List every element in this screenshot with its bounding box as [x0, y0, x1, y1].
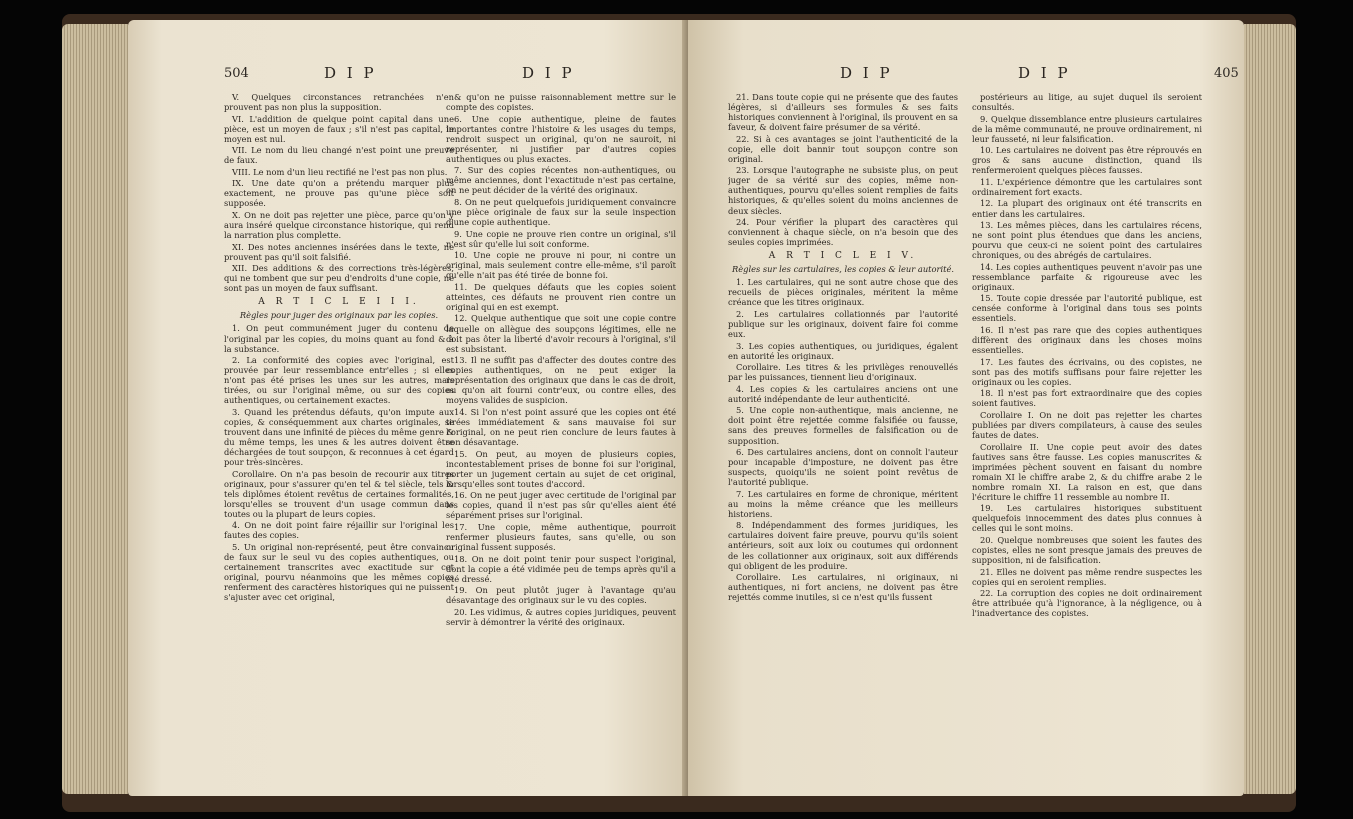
- rule-paragraph: 1. On peut communément juger du contenu de l'original par les copies, du moins quant au fond & à la substance.: [224, 323, 454, 354]
- rule-paragraph: V. Quelques circonstances retranchées n'en prouvent pas non plus la supposition.: [224, 92, 454, 113]
- rule-paragraph: 15. On peut, au moyen de plusieurs copies, incontestablement prises de bonne foi sur l'original, porter un jugement certain au sujet de cet original, lorsqu'elles sont toutes d'accord.: [446, 448, 676, 489]
- rule-paragraph: 16. On ne peut juger avec certitude de l'original par les copies, quand il n'est pas sûr qu'elles aient été séparément prises sur l'original.: [446, 490, 676, 521]
- rule-paragraph: VII. Le nom du lieu changé n'est point une preuve de faux.: [224, 145, 454, 166]
- right-page-number: 405: [1214, 66, 1239, 81]
- rule-paragraph: 2. Les cartulaires collationnés par l'autorité publique sur les originaux, doivent faire foi comme eux.: [728, 308, 958, 340]
- rule-paragraph: 21. Elles ne doivent pas même rendre suspectes les copies qui en seroient remplies.: [972, 566, 1202, 587]
- rule-paragraph: 18. On ne doit point tenir pour suspect l'original, dont la copie a été vidimée peu de temps après qu'il a été dressé.: [446, 553, 676, 584]
- rule-paragraph: 7. Sur des copies récentes non-authentiques, ou même anciennes, dont l'exactitude n'est pas certaine, on ne peut décider de la vérité des originaux.: [446, 165, 676, 196]
- rule-paragraph: 1. Les cartulaires, qui ne sont autre chose que des recueils de pièces originales, méritent la même créance que les titres originaux.: [728, 277, 958, 308]
- rule-paragraph: X. On ne doit pas rejetter une pièce, parce qu'on y aura inséré quelque circonstance historique, qui rend la narration plus complette.: [224, 210, 454, 241]
- rule-paragraph: 6. Une copie authentique, pleine de fautes importantes contre l'histoire & les usages du temps, rendroit suspect un original, qu'on ne sauroit, ni représenter, ni justifier par d'autres copies authentiques ou plus exactes.: [446, 113, 676, 164]
- rule-paragraph: 10. Les cartulaires ne doivent pas être réprouvés en gros & sans aucune distinction, quand ils renfermeroient quelques pièces fausses.: [972, 145, 1202, 176]
- rule-paragraph: 23. Lorsque l'autographe ne subsiste plus, on peut juger de sa vérité sur des copies, même non-authentiques, pourvu qu'elles soient remplies de faits historiques, & qu'elles soient du moins anciennes de deux siècles.: [728, 165, 958, 216]
- rule-paragraph: 12. Quelque authentique que soit une copie contre laquelle on allègue des soupçons légitimes, elle ne doit pas ôter la liberté d'avoir recours à l'original, s'il est subsistant.: [446, 313, 676, 354]
- rule-paragraph: 6. Des cartulaires anciens, dont on connoît l'auteur pour incapable d'imposture, ne doivent pas être suspects, quoiqu'ils ne soient point revêtus de l'autorité publique.: [728, 447, 958, 488]
- article-heading: A R T I C L E I V.: [768, 251, 918, 262]
- rule-paragraph: 13. Les mêmes pièces, dans les cartulaires récens, ne sont point plus étendues que dans les anciens, pourvu que ceux-ci ne soient point des cartulaires chroniques, ou des abrégés de cartulaires.: [972, 220, 1202, 261]
- rule-paragraph: 14. Si l'on n'est point assuré que les copies ont été tirées immédiatement & sans mauvaise foi sur l'original, on ne peut rien conclure de leurs fautes à son désavantage.: [446, 406, 676, 448]
- rule-paragraph: 8. Indépendamment des formes juridiques, les cartulaires doivent faire preuve, pourvu qu'ils soient antérieurs, soit aux loix ou coutumes qui ordonnent de les collationner aux originaux, soit aux différends qui obligent de les produire.: [728, 520, 958, 571]
- rule-paragraph: XII. Des additions & des corrections très-légères, qui ne tombent que sur peu d'endroits d'une copie, ne sont pas un moyen de faux suffisant.: [224, 263, 454, 294]
- rule-paragraph: 24. Pour vérifier la plupart des caractères qui conviennent à chaque siècle, on n'a besoin que des seules copies imprimées.: [728, 217, 958, 248]
- rule-paragraph: 5. Un original non-représenté, peut être convaincu de faux sur le seul vu des copies authentiques, ou certainement transcrites avec exactitude sur cet original, pourvu néanmoins que les mêmes copies renferment des caractères historiques qui ne puissent s'ajuster avec cet original,: [224, 541, 454, 603]
- rule-paragraph: VIII. Le nom d'un lieu rectifié ne l'est pas non plus.: [232, 166, 448, 177]
- rule-paragraph: Corollaire I. On ne doit pas rejetter les chartes publiées par divers compilateurs, à cause des seules fautes de dates.: [972, 409, 1202, 440]
- rule-paragraph: 20. Quelque nombreuses que soient les fautes des copistes, elles ne sont presque jamais des preuves de supposition, ni de falsification.: [972, 534, 1202, 566]
- right-column-2: [972, 92, 1202, 796]
- rule-paragraph: Corollaire II. Une copie peut avoir des dates fautives sans être fausse. Les copies manuscrites & imprimées pèchent souvent en faisant du nombre romain XI le chiffre arabe 2, & du chiffre arabe 2 le nombre romain XI. La raison en est, que dans l'écriture le chiffre 11 ressemble au nombre II.: [972, 441, 1202, 502]
- rule-paragraph: Corollaire. Les titres & les privilèges renouvellés par les puissances, tiennent lieu d'originaux.: [728, 362, 958, 383]
- rule-paragraph: 14. Les copies authentiques peuvent n'avoir pas une ressemblance parfaite & rigoureuse avec les originaux.: [972, 261, 1202, 292]
- right-header-2: D I P: [1018, 64, 1071, 82]
- rule-paragraph: 10. Une copie ne prouve ni pour, ni contre un original, mais seulement contre elle-même, s'il paroît qu'elle n'ait pas été tirée de bonne foi.: [446, 250, 676, 281]
- rule-paragraph: 3. Quand les prétendus défauts, qu'on impute aux copies, & conséquemment aux chartes originales, se trouvent dans une infinité de pièces du même genre & du même temps, les unes & les autres doivent être déchargées de tout soupçon, & reconnues à cet égard pour très-sincères.: [224, 406, 454, 468]
- rule-paragraph: VI. L'addition de quelque point capital dans une pièce, est un moyen de faux ; s'il n'est pas capital, le moyen est nul.: [224, 113, 454, 144]
- rule-paragraph: postérieurs au litige, au sujet duquel ils seroient consultés.: [972, 92, 1202, 113]
- right-header-1: D I P: [840, 64, 893, 82]
- left-page-edges: [62, 24, 128, 794]
- rule-paragraph: 11. L'expérience démontre que les cartulaires sont ordinairement fort exacts.: [972, 176, 1202, 197]
- article-subtitle: Règles sur les cartulaires, les copies & leur autorité.: [731, 264, 954, 275]
- rule-paragraph: 9. Quelque dissemblance entre plusieurs cartulaires de la même communauté, ne prouve ordinairement, ni leur fausseté, ni leur falsification.: [972, 113, 1202, 144]
- rule-paragraph: 11. De quelques défauts que les copies soient atteintes, ces défauts ne prouvent rien contre un original qui en est exempt.: [446, 281, 676, 312]
- rule-paragraph: 13. Il ne suffit pas d'affecter des doutes contre des copies authentiques, on ne peut exiger la représentation des originaux que dans le cas de droit, ou qu'on ait fourni contr'eux, ou contre elles, des moyens valides de suspicion.: [446, 355, 676, 406]
- left-column-1: [224, 92, 454, 796]
- rule-paragraph: 19. Les cartulaires historiques substituent quelquefois innocemment des dates plus connues à celles qui le sont moins.: [972, 503, 1202, 534]
- rule-paragraph: 12. La plupart des originaux ont été transcrits en entier dans les cartulaires.: [972, 198, 1202, 219]
- right-column-1: [728, 92, 958, 796]
- rule-paragraph: 16. Il n'est pas rare que des copies authentiques diffèrent des originaux dans les choses moins essentielles.: [972, 325, 1202, 356]
- left-page: [128, 20, 688, 796]
- rule-paragraph: 17. Une copie, même authentique, pourroit renfermer plusieurs fautes, sans qu'elle, ou son original fussent supposés.: [446, 521, 676, 553]
- rule-paragraph: 17. Les fautes des écrivains, ou des copistes, ne sont pas des motifs suffisans pour faire rejetter les originaux ou les copies.: [972, 356, 1202, 387]
- rule-paragraph: 22. La corruption des copies ne doit ordinairement être attribuée qu'à l'ignorance, à la négligence, ou à l'inadvertance des copistes.: [972, 588, 1202, 619]
- rule-paragraph: IX. Une date qu'on a prétendu marquer plus exactement, ne prouve pas qu'une pièce soit supposée.: [224, 178, 454, 209]
- right-page-edges: [1244, 24, 1296, 794]
- rule-paragraph: Corollaire. Les cartulaires, ni originaux, ni authentiques, ni fort anciens, ne doivent pas être rejettés comme inutiles, si ce n'est qu'ils fussent: [728, 572, 958, 603]
- rule-paragraph: 3. Les copies authentiques, ou juridiques, égalent en autorité les originaux.: [728, 340, 958, 361]
- left-header-1: D I P: [324, 64, 377, 82]
- article-subtitle: Règles pour juger des originaux par les copies.: [239, 310, 439, 321]
- rule-paragraph: Corollaire. On n'a pas besoin de recourir aux titres originaux, pour s'assurer qu'en tel & tel siècle, tels & tels diplômes étoient revêtus de certaines formalités, lorsqu'elles se trouvent d'un usage commun dans toutes ou la plupart de leurs copies.: [224, 468, 454, 519]
- right-page: [688, 20, 1244, 796]
- rule-paragraph: 15. Toute copie dressée par l'autorité publique, est censée conforme à l'original dans tous ses points essentiels.: [972, 293, 1202, 324]
- rule-paragraph: & qu'on ne puisse raisonnablement mettre sur le compte des copistes.: [446, 92, 676, 113]
- rule-paragraph: 2. La conformité des copies avec l'original, est prouvée par leur ressemblance entr'elles ; si elles n'ont pas été prises les unes sur les autres, mais tirées, ou sur l'original même, ou sur des copies authentiques, ou certainement exactes.: [224, 355, 454, 406]
- rule-paragraph: 8. On ne peut quelquefois juridiquement convaincre une pièce originale de faux sur la seule inspection d'une copie authentique.: [446, 196, 676, 228]
- rule-paragraph: 4. On ne doit point faire réjaillir sur l'original les fautes des copies.: [224, 520, 454, 541]
- rule-paragraph: XI. Des notes anciennes insérées dans le texte, ne prouvent pas qu'il soit falsifié.: [224, 241, 454, 262]
- left-page-number: 504: [224, 66, 249, 81]
- rule-paragraph: 22. Si à ces avantages se joint l'authenticité de la copie, elle doit bannir tout soupçon contre son original.: [728, 133, 958, 164]
- rule-paragraph: 4. Les copies & les cartulaires anciens ont une autorité indépendante de leur authenticité.: [728, 383, 958, 404]
- rule-paragraph: 20. Les vidimus, & autres copies juridiques, peuvent servir à démontrer la vérité des originaux.: [446, 606, 676, 627]
- left-header-2: D I P: [522, 64, 575, 82]
- rule-paragraph: 19. On peut plutôt juger à l'avantage qu'au désavantage des originaux sur le vu des copies.: [446, 585, 676, 606]
- left-column-2: [446, 92, 676, 796]
- rule-paragraph: 21. Dans toute copie qui ne présente que des fautes légères, si d'ailleurs ses formules & ses faits historiques conviennent à l'original, ils prouvent en sa faveur, & doivent faire présumer de sa vérité.: [728, 92, 958, 133]
- rule-paragraph: 5. Une copie non-authentique, mais ancienne, ne doit point être rejettée comme falsifiée ou fausse, sans des preuves formelles de falsification ou de supposition.: [728, 405, 958, 446]
- rule-paragraph: 18. Il n'est pas fort extraordinaire que des copies soient fautives.: [972, 388, 1202, 409]
- article-heading: A R T I C L E I I I.: [258, 297, 420, 308]
- rule-paragraph: 9. Une copie ne prouve rien contre un original, s'il n'est sûr qu'elle lui soit conforme.: [446, 228, 676, 249]
- rule-paragraph: 7. Les cartulaires en forme de chronique, méritent au moins la même créance que les meilleurs historiens.: [728, 488, 958, 519]
